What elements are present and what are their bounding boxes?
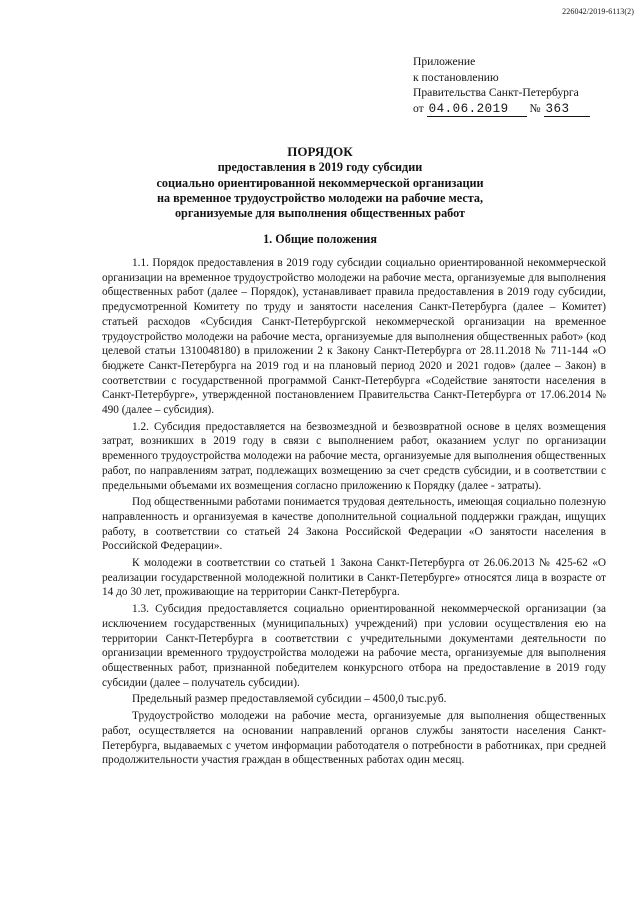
paragraph: К молодежи в соответствии со статьей 1 Закона Санкт-Петербурга от 26.06.2013 № 425-62 «О реализации государственной молодежной политики в Санкт-Петербурге» относятся лица в возрасте от 14 до 30 лет, проживающие на территории Санкт-Петербурга. [102,557,606,599]
paragraph: 1.2. Субсидия предоставляется на безвозмездной и безвозвратной основе в целях возмещения затрат, возникших в 2019 году в связи с выполнением работ, оказанием услуг по организации временного трудоустройства молодежи на рабочие места, организуемые для выполнения общественных работ, по направлениям затрат, подлежащих возмещению за счет средств субсидии, и в соответствии с предельными объемами их возмещения согласно приложению к Порядку (далее - затраты). [102,420,606,492]
appendix-header [413,54,590,117]
title-main: ПОРЯДОК [287,144,353,159]
title-line: на временное трудоустройство молодежи на рабочие места, [156,190,484,205]
appendix-ref: к постановлению [413,70,499,84]
decree-date: 04.06.2019 [427,103,527,117]
date-prefix: от [413,101,424,115]
title-line: предоставления в 2019 году субсидии [217,160,423,175]
paragraph: Предельный размер предоставляемой субсидии – 4500,0 тыс.руб. [132,693,447,706]
section-body [102,256,606,770]
decree-number: 363 [544,103,590,117]
paragraph: Трудоустройство молодежи на рабочие места, организуемые для выполнения общественных работ, осуществляется на основании направлений органов службы занятости населения Санкт-Петербурга, выдаваемых с учетом информации работодателя о потребности в работниках, при средней продолжительности участия граждан в общественных работах один месяц. [102,710,606,767]
document-title [150,144,490,221]
title-line: социально ориентированной некоммерческой организации [156,175,484,190]
section-heading: 1. Общие положения [263,232,377,246]
paragraph: 1.3. Субсидия предоставляется социально ориентированной некоммерческой организации (за исключением государственных (муниципальных) учреждений) при условии осуществления ею на территории Санкт-Петербурга в соответствии с учредительными документами деятельности по организации временного трудоустройства молодежи на рабочие места, организуемые для выполнения общественных работ, признанной победителем конкурсного отбора на предоставление в 2019 году субсидии (далее – получатель субсидии). [102,603,606,689]
document-registration-number: 226042/2019-6113(2) [562,7,634,16]
paragraph: 1.1. Порядок предоставления в 2019 году субсидии социально ориентированной некоммерческой организации на временное трудоустройство молодежи на рабочие места, организуемые для выполнения общественных работ (далее – Порядок), устанавливает правила предоставления в 2019 году субсидии, предусмотренной Комитету по труду и занятости населения Санкт-Петербурга (далее – Комитет) статьей расходов «Субсидия Санкт-Петербургской некоммерческой организации на временное трудоустройство молодежи на рабочие места, организуемые для выполнения общественных работ» (код целевой статьи 1310048180) в приложении 2 к Закону Санкт-Петербурга от 28.11.2018 № 711-144 «О бюджете Санкт-Петербурга на 2019 год и на плановый период 2020 и 2021 годов» (далее – Закон) в соответствии с государственной программой Санкт-Петербурга «Содействие занятости населения в Санкт-Петербурге», утвержденной постановлением Правительства Санкт-Петербурга от 17.06.2014 № 490 (далее – субсидия). [102,257,606,417]
appendix-authority: Правительства Санкт-Петербурга [413,86,579,100]
appendix-label: Приложение [413,55,476,68]
paragraph: Под общественными работами понимается трудовая деятельность, имеющая социально полезную направленность и организуемая в качестве дополнительной социальной поддержки граждан, ищущих работу, в соответствии со статьей 24 Закона Российской Федерации «О занятости населения в Российской Федерации». [102,496,606,553]
title-line: организуемые для выполнения общественных работ [174,206,466,221]
number-prefix: № [529,101,541,115]
appendix-date-line [413,101,590,117]
